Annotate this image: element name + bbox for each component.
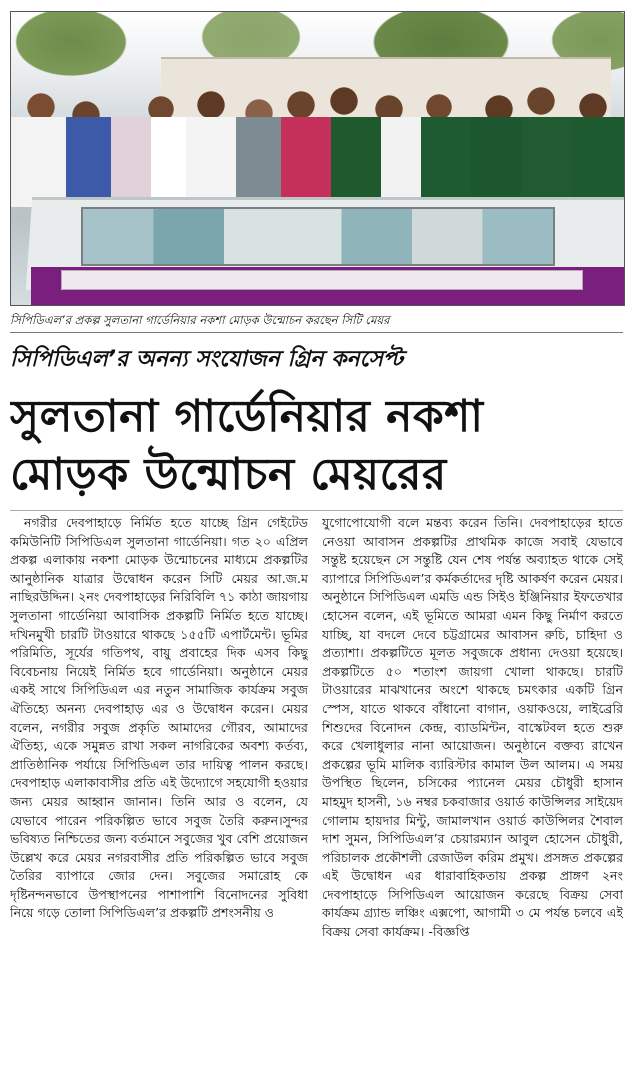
article-column-left: [10, 514, 308, 1062]
kicker-headline: সিপিডিএল’র অনন্য সংযোজন গ্রিন কনসেপ্ট: [10, 347, 404, 372]
article-text-left: নগরীর দেবপাহাড়ে নির্মিত হতে যাচ্ছে গ্রিন গেইটেড কমিউনিটি সিপিডিএল সুলতানা গার্ডেনিয়া। গত ২০ এপ্রিল প্রকল্প এলাকায় নকশা মোড়ক উন্মোচনের মাধ্যমে প্রকল্পটির আনুষ্ঠানিক যাত্রার উদ্বোধন করেন সিটি মেয়র আ.জ.ম নাছিরউদ্দিন। ২নং দেবপাহাড়ের নিরিবিলি ৭১ কাঠা জায়গায় সুলতানা গার্ডেনিয়া আবাসিক প্রকল্পটি নির্মিত হতে যাচ্ছে। দখিনমুখী চারটি টাওয়ারে থাকছে ১৫৫টি এপার্টমেন্ট। ভূমির পরিমিতি, সূর্যের গতিপথ, বায়ু প্রবাহের দিক এসব কিছু বিবেচনায় নিয়েই নির্মিত হবে গার্ডেনিয়া। অনুষ্ঠানে মেয়র একই সাথে সিপিডিএল এর নতুন সামাজিক কার্যক্রম সবুজ ঐতিহ্যে অনন্য দেবপাহাড় এর ও উদ্বোধন করেন। মেয়র বলেন, নগরীর সবুজ প্রকৃতি আমাদের গৌরব, আমাদের ঐতিহ্য, একে সমুন্নত রাখা সকল নাগরিকের অবশ্য কর্তব্য, প্রাতিষ্ঠানিক পর্যায়ে সিপিডিএল তার দায়িত্ব পালন করছে। দেবপাহাড় এলাকাবাসীর প্রতি এই উদ্যোগে সহযোগী হওয়ার জন্য মেয়র আহ্বান জানান। তিনি আর ও বলেন, যে যেভাবে পারেন পরিকল্পিত ভাবে সবুজ তৈরি করুন।সুন্দর ভবিষ্যত নিশ্চিতের জন্য বর্তমানে সবুজের খুব বেশি প্রয়োজন উল্লেখ করে মেয়র নগরবাসীর প্রতি পরিকল্পিত ভাবে সবুজ তৈরির ব্যাপারে জোর দেন। সবুজের সমারোহ কে দৃষ্টিনন্দনভাবে উপস্থাপনের পাশাপাশি বিনোদনের সুবিধা নিয়ে গড়ে তোলা সিপিডিএল’র প্রকল্পটি প্রশংসনীয় ও: [10, 515, 308, 921]
photo-architectural-model: [81, 207, 555, 266]
headline-line-2: মোড়ক উন্মোচন মেয়রের: [10, 449, 447, 500]
headline-line-1: সুলতানা গার্ডেনিয়ার নকশা: [10, 391, 484, 442]
photo-crowd-bodies: [11, 117, 624, 207]
headline-divider: [10, 510, 623, 511]
article-text-right: যুগোপোযোগী বলে মন্তব্য করেন তিনি। দেবপাহাড়ের হাতে নেওয়া আবাসন প্রকল্পটির প্রাথমিক কাজে সবাই যেভাবে সন্তুষ্ট হয়েছেন সে সন্তুষ্টি যেন শেষ পর্যন্ত অব্যাহত থাকে সেই ব্যাপারে সিপিডিএল’র কর্মকর্তাদের দৃষ্টি আকর্ষণ করেন মেয়র। অনুষ্ঠানে সিপিডিএল এমডি এন্ড সিইও ইঞ্জিনিয়ার ইফতেখার হোসেন বলেন, এই ভূমিতে আমরা এমন কিছু নির্মাণ করতে যাচ্ছি, যা বদলে দেবে চট্টগ্রামের আবাসন রুচি, চাহিদা ও প্রত্যাশা। প্রকল্পটিতে মূলত সবুজকে প্রধান্য দেওয়া হয়েছে।প্রকল্পটিতে ৫০ শতাংশ জায়গা খোলা থাকছে। চারটি টাওয়ারের মাঝখানের অংশে থাকছে চমৎকার একটি গ্রিন স্পেস, যাতে থাকবে বাঁধানো বাগান, ওয়াকওয়ে, লাইব্রেরি শিশুদের বিনোদন কেন্দ্র, ব্যাডমিন্টন, বাস্কেটবল হতে শুরু করে খেলাধুলার নানা আয়োজন। অনুষ্ঠানে বক্তব্য রাখেন প্রকল্পের ভূমি মালিক ব্যারিস্টার কামাল উল আলম। এ সময় উপস্থিত ছিলেন, চসিকের প্যানেল মেয়র চৌধুরী হাসান মাহমুদ হাসনী, ১৬ নম্বর চকবাজার ওয়ার্ড কাউন্সিলর সাইয়েদ গোলাম হায়দার মিন্টু, জামালখান ওয়ার্ড কাউন্সিলর শৈবাল দাশ সুমন, সিপিডিএল’র চেয়ারম্যান আবুল হোসেন চৌধুরী, পরিচালক প্রকৌশলী রেজাউল করিম প্রমুখ। প্রসঙ্গত প্রকল্পের এই উদ্বোধন এর ধারাবাহিকতায় প্রকল্প প্রাঙ্গণ ২নং দেবপাহাড়ে সিপিডিএল আয়োজন করেছে বিক্রয় সেবা কার্যক্রম গ্র্যান্ড লঞ্চিং এক্সপো, আগামী ৩ মে পর্যন্ত চলবে এই বিক্রয় সেবা কার্যক্রম। -বিজ্ঞপ্তি: [322, 515, 623, 940]
caption-divider: [10, 332, 623, 333]
photo-model-label-strip: [61, 270, 583, 290]
event-photo: [10, 11, 625, 306]
main-headline: [10, 388, 623, 506]
article-column-right: [322, 514, 623, 1062]
photo-caption: সিপিডিএল’র প্রকল্প সুলতানা গার্ডেনিয়ার নকশা মোড়ক উন্মোচন করছেন সিটি মেয়র: [10, 313, 390, 327]
